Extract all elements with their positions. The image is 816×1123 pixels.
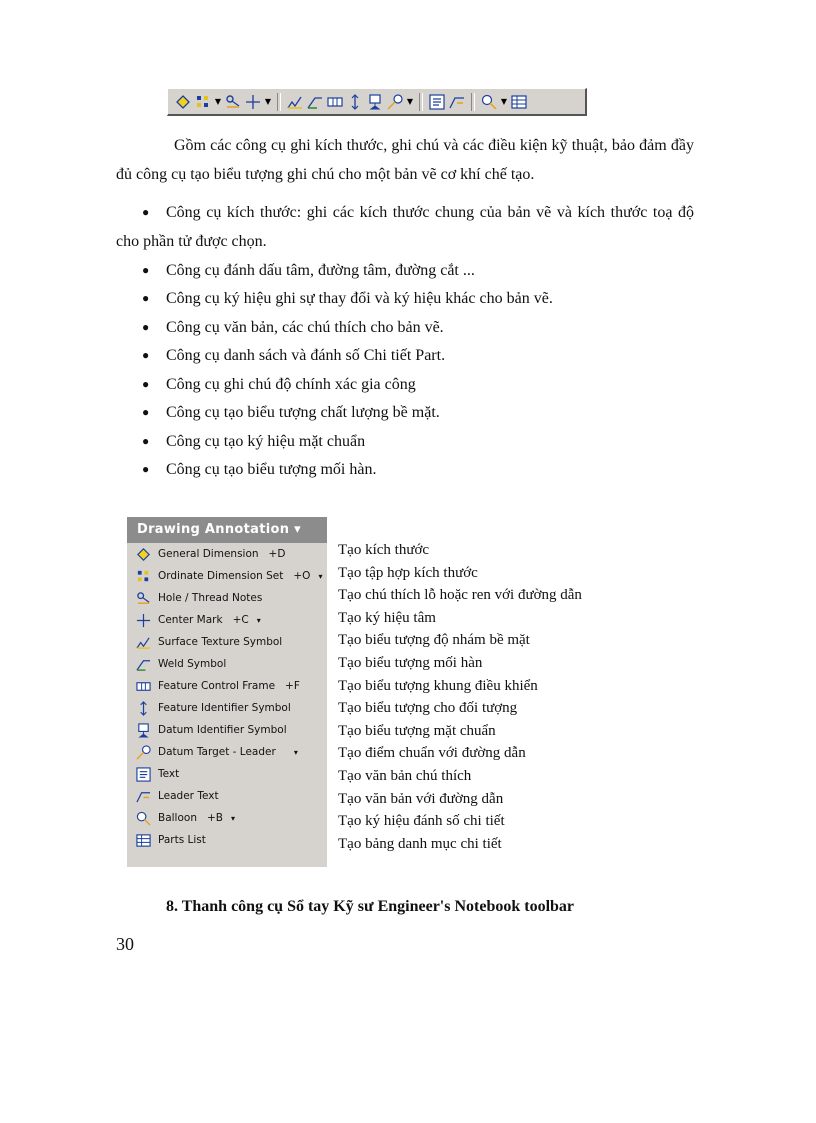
menu-item-center-mark[interactable] bbox=[127, 609, 327, 631]
ordinate-dimension-icon[interactable] bbox=[194, 93, 212, 111]
menu-item-label: Surface Texture Symbol bbox=[158, 636, 283, 648]
menu-item-leader-text[interactable] bbox=[127, 785, 327, 807]
parts-list-icon[interactable] bbox=[510, 93, 528, 111]
intro-paragraph: Gồm các công cụ ghi kích thước, ghi chú và các điều kiện kỹ thuật, bảo đảm đầy đủ công cụ tạo biểu tượng ghi chú cho một bản vẽ cơ khí chế tạo. bbox=[116, 137, 694, 183]
surface-texture-icon[interactable] bbox=[286, 93, 304, 111]
menu-item-label: Parts List bbox=[158, 834, 206, 846]
menu-item-label: Center Mark bbox=[158, 614, 223, 626]
drawing-annotation-panel bbox=[127, 517, 327, 867]
weld-symbol-icon[interactable] bbox=[306, 93, 324, 111]
list-item: ● Công cụ đánh dấu tâm, đường tâm, đường cắt ... bbox=[116, 256, 694, 285]
bullet-dot-icon: ● bbox=[142, 205, 150, 219]
list-item: ● Công cụ danh sách và đánh số Chi tiết Part. bbox=[116, 341, 694, 370]
menu-item-label: Ordinate Dimension Set bbox=[158, 570, 284, 582]
list-item: Tạo văn bản chú thích bbox=[338, 767, 472, 784]
list-item: Tạo biểu tượng mặt chuẩn bbox=[338, 722, 496, 739]
list-item: Tạo tập hợp kích thước bbox=[338, 564, 478, 581]
list-item: Tạo chú thích lỗ hoặc ren với đường dẫn bbox=[338, 587, 582, 604]
ordinate-dimension-icon bbox=[135, 568, 151, 584]
hole-thread-icon bbox=[135, 590, 151, 606]
menu-item-feature-identifier-symbol[interactable] bbox=[127, 697, 327, 719]
menu-item-label: Feature Identifier Symbol bbox=[158, 702, 291, 714]
menu-item-text[interactable] bbox=[127, 763, 327, 785]
menu-item-parts-list[interactable] bbox=[127, 829, 327, 851]
parts-list-icon bbox=[135, 832, 151, 848]
page-number: 30 bbox=[116, 934, 134, 954]
list-item: Tạo biểu tượng khung điều khiển bbox=[338, 677, 538, 694]
menu-item-label: Feature Control Frame bbox=[158, 680, 276, 692]
toolbar-separator bbox=[277, 93, 281, 111]
list-item: Tạo ký hiệu đánh số chi tiết bbox=[338, 813, 505, 830]
balloon-icon bbox=[135, 810, 151, 826]
list-item: Tạo kích thước bbox=[338, 542, 430, 558]
list-item: ● Công cụ ký hiệu ghi sự thay đổi và ký hiệu khác cho bản vẽ. bbox=[116, 284, 694, 313]
description-list bbox=[338, 539, 582, 855]
menu-item-shortcut: +C bbox=[232, 614, 249, 626]
text-icon bbox=[135, 766, 151, 782]
list-item: ● Công cụ tạo biểu tượng chất lượng bề mặt. bbox=[116, 398, 694, 427]
bullet-dot-icon: ● bbox=[142, 320, 150, 334]
center-mark-icon[interactable] bbox=[244, 93, 262, 111]
chevron-down-icon: ▾ bbox=[231, 813, 236, 823]
menu-item-shortcut: +B bbox=[206, 812, 223, 824]
dropdown-arrow-icon[interactable]: ▼ bbox=[214, 97, 222, 106]
bullet-dot-icon: ● bbox=[142, 462, 150, 476]
menu-item-datum-identifier-symbol[interactable] bbox=[127, 719, 327, 741]
list-item: Tạo biểu tượng mối hàn bbox=[338, 654, 483, 671]
menu-item-datum-target-leader[interactable] bbox=[127, 741, 327, 763]
list-item: Tạo điểm chuẩn với đường dẫn bbox=[338, 745, 526, 762]
bullet-dot-icon: ● bbox=[142, 263, 150, 277]
list-item: ● Công cụ kích thước: ghi các kích thước chung của bản vẽ và kích thước toạ độ cho phần tử được chọn. bbox=[116, 198, 694, 256]
datum-identifier-icon bbox=[135, 722, 151, 738]
leader-text-icon bbox=[135, 788, 151, 804]
list-item: Tạo văn bản với đường dẫn bbox=[338, 790, 504, 807]
drawing-annotation-toolbar bbox=[167, 88, 587, 116]
list-item: Tạo ký hiệu tâm bbox=[338, 609, 436, 626]
bullet-dot-icon: ● bbox=[142, 434, 150, 448]
feature-control-frame-icon[interactable] bbox=[326, 93, 344, 111]
feature-identifier-icon bbox=[135, 700, 151, 716]
bullet-dot-icon: ● bbox=[142, 291, 150, 305]
menu-item-weld-symbol[interactable] bbox=[127, 653, 327, 675]
leader-text-icon[interactable] bbox=[448, 93, 466, 111]
surface-texture-icon bbox=[135, 634, 151, 650]
menu-item-label: Datum Identifier Symbol bbox=[158, 724, 287, 736]
menu-item-label: Balloon bbox=[158, 812, 197, 824]
dropdown-arrow-icon[interactable]: ▼ bbox=[264, 97, 272, 106]
hole-thread-icon[interactable] bbox=[224, 93, 242, 111]
menu-item-general-dimension[interactable] bbox=[127, 543, 327, 565]
menu-item-label: Leader Text bbox=[158, 790, 219, 802]
dropdown-arrow-icon[interactable]: ▼ bbox=[406, 97, 414, 106]
menu-item-label: Text bbox=[158, 768, 180, 780]
section-heading: 8. Thanh công cụ Sổ tay Kỹ sư Engineer's Notebook toolbar bbox=[166, 898, 575, 915]
list-item: ● Công cụ tạo biểu tượng mối hàn. bbox=[116, 455, 694, 484]
list-item: Tạo biểu tượng độ nhám bề mặt bbox=[338, 632, 530, 649]
list-item: Tạo biểu tượng cho đối tượng bbox=[338, 700, 518, 717]
menu-item-shortcut: +F bbox=[285, 680, 300, 692]
menu-item-label: Weld Symbol bbox=[158, 658, 227, 670]
chevron-down-icon: ▾ bbox=[293, 747, 298, 757]
menu-item-label: Datum Target - Leader bbox=[158, 746, 276, 758]
panel-title[interactable]: Drawing Annotation ▾ bbox=[127, 517, 327, 543]
feature-control-frame-icon bbox=[135, 678, 151, 694]
list-item: ● Công cụ ghi chú độ chính xác gia công bbox=[116, 370, 694, 399]
toolbar-separator bbox=[471, 93, 475, 111]
chevron-down-icon: ▾ bbox=[256, 615, 261, 625]
list-item: ● Công cụ tạo ký hiệu mặt chuẩn bbox=[116, 427, 694, 456]
menu-item-ordinate-dimension-set[interactable] bbox=[127, 565, 327, 587]
bullet-dot-icon: ● bbox=[142, 377, 150, 391]
menu-item-surface-texture-symbol[interactable] bbox=[127, 631, 327, 653]
menu-item-shortcut: +O bbox=[293, 570, 311, 582]
list-item: Tạo bảng danh mục chi tiết bbox=[338, 835, 502, 852]
menu-item-balloon[interactable] bbox=[127, 807, 327, 829]
datum-target-icon bbox=[135, 744, 151, 760]
dropdown-arrow-icon[interactable]: ▼ bbox=[500, 97, 508, 106]
center-mark-icon bbox=[135, 612, 151, 628]
menu-item-feature-control-frame[interactable] bbox=[127, 675, 327, 697]
menu-item-label: General Dimension bbox=[158, 548, 259, 560]
datum-identifier-icon[interactable] bbox=[366, 93, 384, 111]
text-icon[interactable] bbox=[428, 93, 446, 111]
general-dimension-icon bbox=[135, 546, 151, 562]
bullet-dot-icon: ● bbox=[142, 405, 150, 419]
list-item: ● Công cụ văn bản, các chú thích cho bản vẽ. bbox=[116, 313, 694, 342]
menu-item-shortcut: +D bbox=[268, 548, 286, 560]
toolbar-separator bbox=[419, 93, 423, 111]
menu-item-hole-thread-notes[interactable] bbox=[127, 587, 327, 609]
balloon-icon[interactable] bbox=[480, 93, 498, 111]
chevron-down-icon: ▾ bbox=[318, 571, 323, 581]
datum-target-icon[interactable] bbox=[386, 93, 404, 111]
feature-identifier-icon[interactable] bbox=[346, 93, 364, 111]
bullet-dot-icon: ● bbox=[142, 348, 150, 362]
menu-item-label: Hole / Thread Notes bbox=[158, 592, 263, 604]
weld-symbol-icon bbox=[135, 656, 151, 672]
general-dimension-icon[interactable] bbox=[174, 93, 192, 111]
